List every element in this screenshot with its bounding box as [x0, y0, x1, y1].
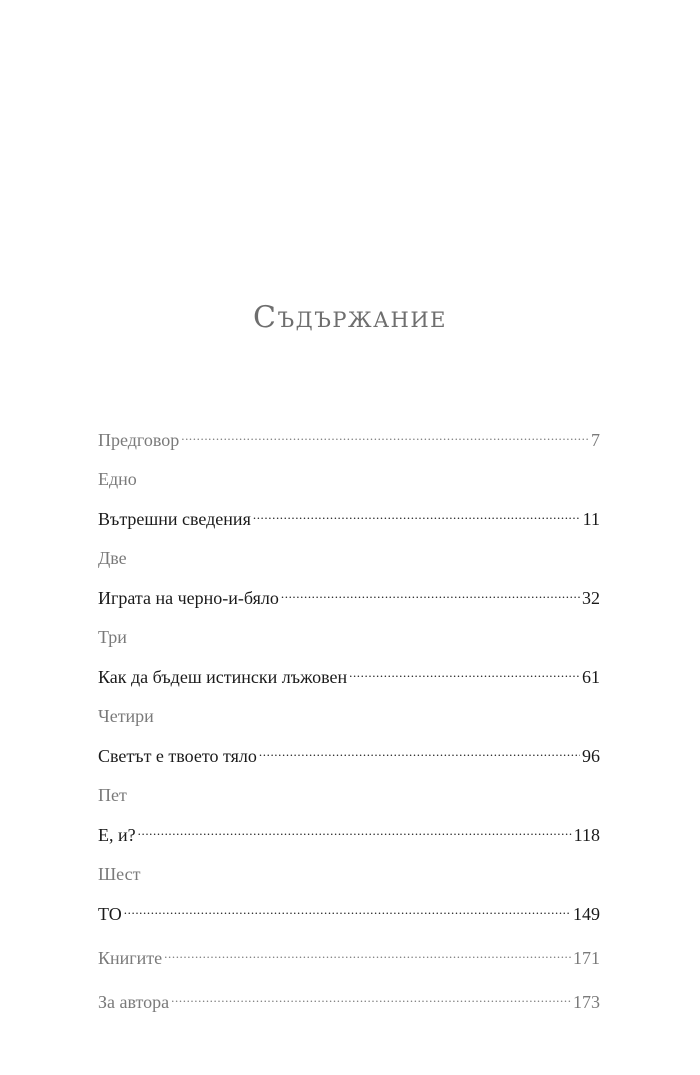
chapter-title: Е, и?	[98, 825, 136, 845]
entry-page-number: 32	[582, 588, 600, 608]
toc-row[interactable]	[98, 503, 600, 529]
chapter-title: Вътрешни сведения	[98, 509, 251, 529]
chapter-title: Как да бъдеш истински лъжовен	[98, 667, 348, 687]
dot-leader	[281, 582, 580, 604]
toc-row[interactable]	[98, 661, 600, 687]
dot-leader	[124, 898, 571, 920]
entry-page-number: 96	[582, 746, 600, 766]
toc-row[interactable]	[98, 740, 600, 766]
toc-entry-chapter-2	[98, 547, 600, 608]
entry-page-number: 7	[591, 430, 600, 450]
chapter-number: Четири	[98, 706, 154, 726]
toc-entry-chapter-4	[98, 705, 600, 766]
chapter-number: Две	[98, 548, 127, 568]
entry-page-number: 149	[573, 904, 600, 924]
dot-leader	[253, 503, 581, 525]
chapter-title: Играта на черно-и-бяло	[98, 588, 279, 608]
entry-label: Книгите	[98, 948, 163, 968]
toc-entry-chapter-1	[98, 468, 600, 529]
dot-leader	[164, 942, 571, 964]
page-title: Съдържание	[253, 300, 447, 335]
dot-leader	[349, 661, 580, 683]
toc-entry-chapter-6	[98, 863, 600, 924]
toc-entry-chapter-5	[98, 784, 600, 845]
toc-row[interactable]	[98, 942, 600, 968]
chapter-number: Три	[98, 627, 127, 647]
entry-label: Предговор	[98, 430, 180, 450]
dot-leader	[138, 819, 572, 841]
toc-entry-books	[98, 942, 600, 968]
toc-entry-preface	[98, 424, 600, 450]
toc-row[interactable]	[98, 582, 600, 608]
entry-page-number: 61	[582, 667, 600, 687]
chapter-number: Едно	[98, 469, 137, 489]
toc-row[interactable]	[98, 898, 600, 924]
table-of-contents	[98, 424, 600, 1030]
dot-leader	[259, 740, 580, 762]
chapter-number: Шест	[98, 864, 141, 884]
chapter-title: ТО	[98, 904, 122, 924]
toc-entry-about-author	[98, 986, 600, 1012]
chapter-title: Светът е твоето тяло	[98, 746, 257, 766]
toc-row[interactable]	[98, 424, 600, 450]
toc-row[interactable]	[98, 986, 600, 1012]
entry-page-number: 11	[582, 509, 600, 529]
entry-page-number: 171	[573, 948, 600, 968]
entry-page-number: 118	[573, 825, 600, 845]
toc-entry-chapter-3	[98, 626, 600, 687]
entry-page-number: 173	[573, 992, 600, 1012]
dot-leader	[181, 424, 589, 446]
entry-label: За автора	[98, 992, 170, 1012]
toc-row[interactable]	[98, 819, 600, 845]
dot-leader	[171, 986, 571, 1008]
chapter-number: Пет	[98, 785, 127, 805]
